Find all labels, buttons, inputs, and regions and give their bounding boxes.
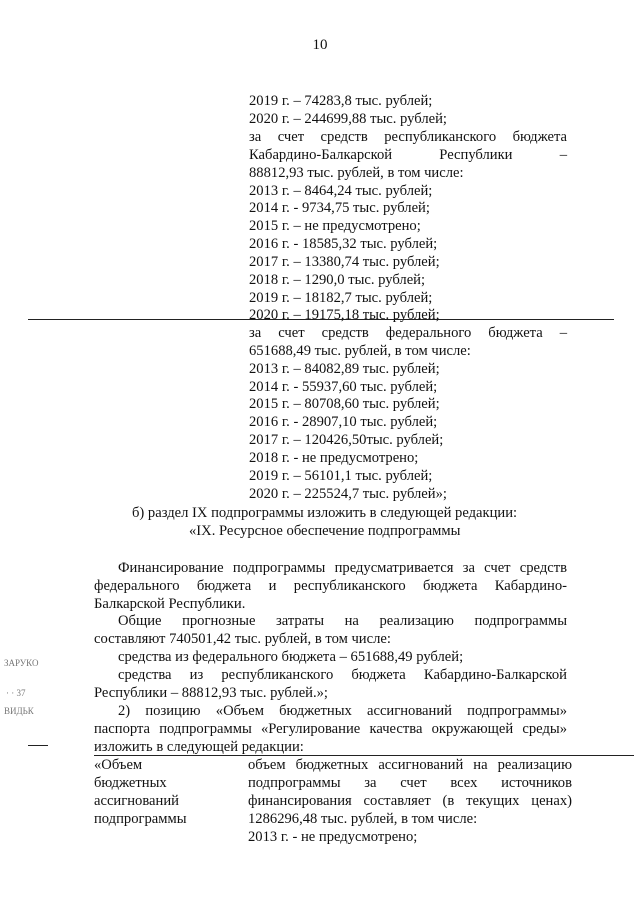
margin-scan-mark: ЗАРУКО: [4, 658, 39, 668]
table-cell-value: финансирования составляет (в текущих ценах): [248, 793, 572, 809]
table-cell-label: бюджетных: [94, 775, 167, 791]
section-heading: «IX. Ресурсное обеспечение подпрограммы: [189, 523, 461, 539]
table-cell-label: ассигнований: [94, 793, 179, 809]
paragraph-line: составляют 740501,42 тыс. рублей, в том числе:: [94, 631, 391, 647]
table-cell-value: 1286296,48 тыс. рублей, в том числе:: [248, 811, 478, 827]
list-line-justified: Кабардино-Балкарской Республики –: [249, 147, 567, 163]
paragraph-line: Республики – 88812,93 тыс. рублей.»;: [94, 685, 328, 701]
paragraph-line: средства из федерального бюджета – 651688,49 рублей;: [118, 649, 464, 665]
list-line: 2014 г. - 9734,75 тыс. рублей;: [249, 200, 430, 216]
table-rule: [94, 755, 634, 756]
list-line: 2016 г. - 18585,32 тыс. рублей;: [249, 236, 438, 252]
list-line: 2018 г. - не предусмотрено;: [249, 450, 419, 466]
list-line: 2015 г. – 80708,60 тыс. рублей;: [249, 396, 440, 412]
list-line-justified: за счет средств федерального бюджета –: [249, 325, 567, 341]
table-cell-label: «Объем: [94, 757, 143, 773]
list-line: 2013 г. – 84082,89 тыс. рублей;: [249, 361, 440, 377]
list-line: 2018 г. – 1290,0 тыс. рублей;: [249, 272, 426, 288]
paragraph-line: средства из республиканского бюджета Кабардино-Балкарской: [118, 667, 567, 683]
list-line: 2019 г. – 56101,1 тыс. рублей;: [249, 468, 433, 484]
list-line: 2013 г. – 8464,24 тыс. рублей;: [249, 183, 433, 199]
amendment-line: б) раздел IX подпрограммы изложить в следующей редакции:: [132, 505, 518, 521]
paragraph-line: Финансирование подпрограммы предусматривается за счет средств: [118, 560, 567, 576]
list-line: 2016 г. - 28907,10 тыс. рублей;: [249, 414, 438, 430]
list-line: 651688,49 тыс. рублей, в том числе:: [249, 343, 471, 359]
table-cell-value: подпрограммы за счет всех источников: [248, 775, 572, 791]
list-line: 2019 г. – 18182,7 тыс. рублей;: [249, 290, 433, 306]
list-line-justified: за счет средств республиканского бюджета: [249, 129, 567, 145]
paragraph-line: 2) позицию «Объем бюджетных ассигнований подпрограммы»: [118, 703, 567, 719]
paragraph-line: изложить в следующей редакции:: [94, 739, 304, 755]
paragraph-line: Балкарской Республики.: [94, 596, 246, 612]
list-line: 2020 г. – 244699,88 тыс. рублей;: [249, 111, 447, 127]
list-line: 2020 г. – 225524,7 тыс. рублей»;: [249, 486, 447, 502]
horizontal-rule: [28, 319, 614, 320]
paragraph-line: паспорта подпрограммы «Регулирование качества окружающей среды»: [94, 721, 567, 737]
list-line: 2020 г. – 19175,18 тыс. рублей;: [249, 307, 440, 323]
page-number: 10: [312, 37, 328, 53]
list-line: 2015 г. – не предусмотрено;: [249, 218, 421, 234]
margin-scan-mark: · · 37: [6, 688, 26, 698]
table-cell-value: объем бюджетных ассигнований на реализацию: [248, 757, 572, 773]
paragraph-line: Общие прогнозные затраты на реализацию подпрограммы: [118, 613, 567, 629]
table-rule-fragment: [28, 745, 48, 746]
table-cell-value: 2013 г. - не предусмотрено;: [248, 829, 418, 845]
table-cell-label: подпрограммы: [94, 811, 187, 827]
list-line: 2019 г. – 74283,8 тыс. рублей;: [249, 93, 433, 109]
list-line: 2017 г. – 13380,74 тыс. рублей;: [249, 254, 440, 270]
list-line: 2017 г. – 120426,50тыс. рублей;: [249, 432, 444, 448]
margin-scan-mark: ВИДЬК: [4, 706, 34, 716]
list-line: 2014 г. - 55937,60 тыс. рублей;: [249, 379, 438, 395]
list-line: 88812,93 тыс. рублей, в том числе:: [249, 165, 464, 181]
paragraph-line: федерального бюджета и республиканского бюджета Кабардино-: [94, 578, 567, 594]
